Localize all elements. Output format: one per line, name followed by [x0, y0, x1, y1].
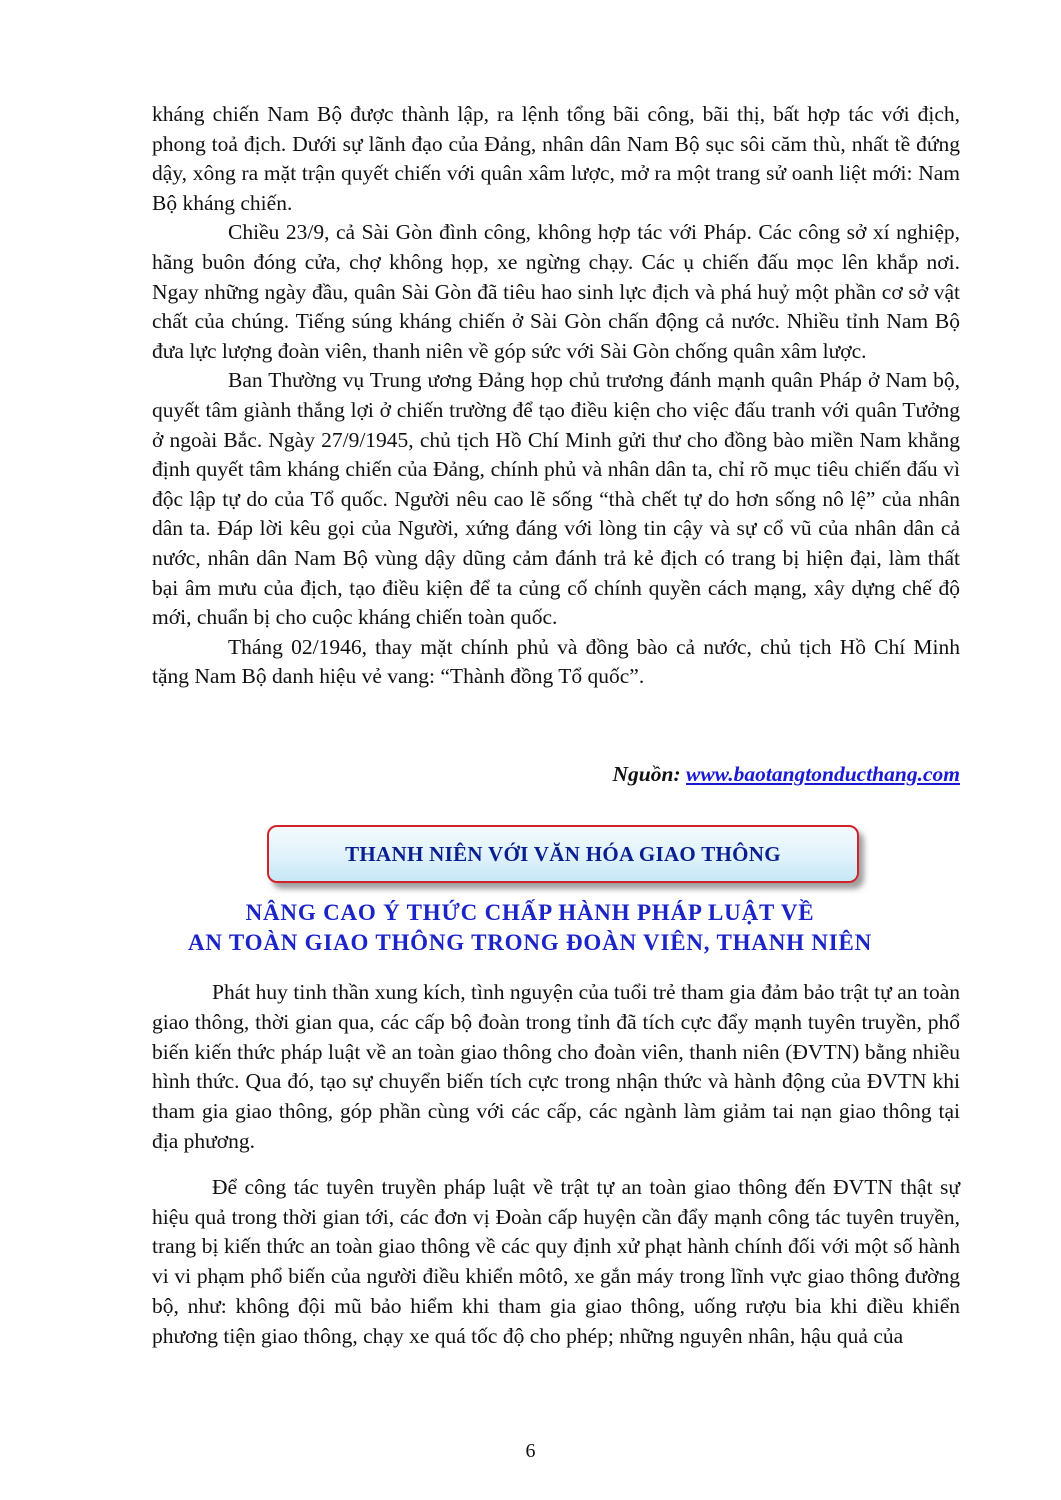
article-body	[152, 978, 960, 1352]
article-title-line-2: AN TOÀN GIAO THÔNG TRONG ĐOÀN VIÊN, THANH NIÊN	[187, 930, 873, 955]
source-citation	[613, 762, 960, 787]
paragraph-saigon-strike: Chiều 23/9, cả Sài Gòn đình công, không hợp tác với Pháp. Các công sở xí nghiệp, hãng buôn đóng cửa, chợ không họp, xe ngừng chạy. Các ụ chiến đấu mọc lên khắp nơi. Ngay những ngày đầu, quân Sài Gòn đã tiêu hao sinh lực địch và phá huỷ một phần cơ sở vật chất của chúng. Tiếng súng kháng chiến ở Sài Gòn chấn động cả nước. Nhiều tỉnh Nam Bộ đưa lực lượng đoàn viên, thanh niên về góp sức với Sài Gòn chống quân xâm lược.	[152, 220, 960, 363]
page-number: 6	[525, 1440, 536, 1462]
section-nam-bo-khang-chien	[152, 100, 960, 692]
article-paragraph-2: Để công tác tuyên truyền pháp luật về trật tự an toàn giao thông đến ĐVTN thật sự hiệu quả trong thời gian tới, các đơn vị Đoàn cấp huyện cần đẩy mạnh công tác tuyên truyền, trang bị kiến thức an toàn giao thông về các quy định xử phạt hành chính đối với một số hành vi vi phạm phổ biến của người điều khiển môtô, xe gắn máy trong lĩnh vực giao thông đường bộ, như: không đội mũ bảo hiểm khi tham gia giao thông, uống rượu bia khi điều khiển phương tiện giao thông, chạy xe quá tốc độ cho phép; những nguyên nhân, hậu quả của	[152, 1174, 960, 1348]
banner-title: THANH NIÊN VỚI VĂN HÓA GIAO THÔNG	[345, 841, 781, 866]
article-paragraph-1: Phát huy tinh thần xung kích, tình nguyện của tuổi trẻ tham gia đảm bảo trật tự an toàn giao thông, thời gian qua, các cấp bộ đoàn trong tỉnh đã tích cực đẩy mạnh tuyên truyền, phổ biến kiến thức pháp luật về an toàn giao thông cho đoàn viên, thanh niên (ĐVTN) bằng nhiều hình thức. Qua đó, tạo sự chuyển biến tích cực trong nhận thức và hành động của ĐVTN khi tham gia giao thông, góp phần cùng với các cấp, các ngành làm giảm tai nạn giao thông tại địa phương.	[152, 980, 960, 1153]
article-title-line-1: NÂNG CAO Ý THỨC CHẤP HÀNH PHÁP LUẬT VỀ	[245, 900, 815, 925]
source-label: Nguồn:	[612, 762, 686, 786]
paragraph-continuation: kháng chiến Nam Bộ được thành lập, ra lệnh tổng bãi công, bãi thị, bất hợp tác với địch, phong toả địch. Dưới sự lãnh đạo của Đảng, nhân dân Nam Bộ sục sôi căm thù, nhất tề đứng dậy, xông ra mặt trận quyết chiến với quân xâm lược, mở ra một trang sử oanh liệt mới: Nam Bộ kháng chiến.	[152, 102, 960, 215]
source-link[interactable]: www.baotangtonducthang.com	[686, 762, 960, 786]
article-title	[140, 898, 920, 958]
section-banner	[267, 825, 859, 883]
paragraph-title-award: Tháng 02/1946, thay mặt chính phủ và đồng bào cả nước, chủ tịch Hồ Chí Minh tặng Nam Bộ danh hiệu vẻ vang: “Thành đồng Tổ quốc”.	[152, 634, 960, 689]
paragraph-party-decision: Ban Thường vụ Trung ương Đảng họp chủ trương đánh mạnh quân Pháp ở Nam bộ, quyết tâm giành thắng lợi ở chiến trường để tạo điều kiện cho việc đấu tranh với quân Tưởng ở ngoài Bắc. Ngày 27/9/1945, chủ tịch Hồ Chí Minh gửi thư cho đồng bào miền Nam khẳng định quyết tâm kháng chiến của Đảng, chính phủ và nhân dân ta, chỉ rõ mục tiêu chiến đấu vì độc lập tự do của Tổ quốc. Người nêu cao lẽ sống “thà chết tự do hơn sống nô lệ” của nhân dân ta. Đáp lời kêu gọi của Người, xứng đáng với lòng tin cậy và sự cổ vũ của nhân dân cả nước, nhân dân Nam Bộ vùng dậy dũng cảm đánh trả kẻ địch có trang bị hiện đại, làm thất bại âm mưu của địch, tạo điều kiện để ta củng cố chính quyền cách mạng, xây dựng chế độ mới, chuẩn bị cho cuộc kháng chiến toàn quốc.	[152, 368, 960, 630]
